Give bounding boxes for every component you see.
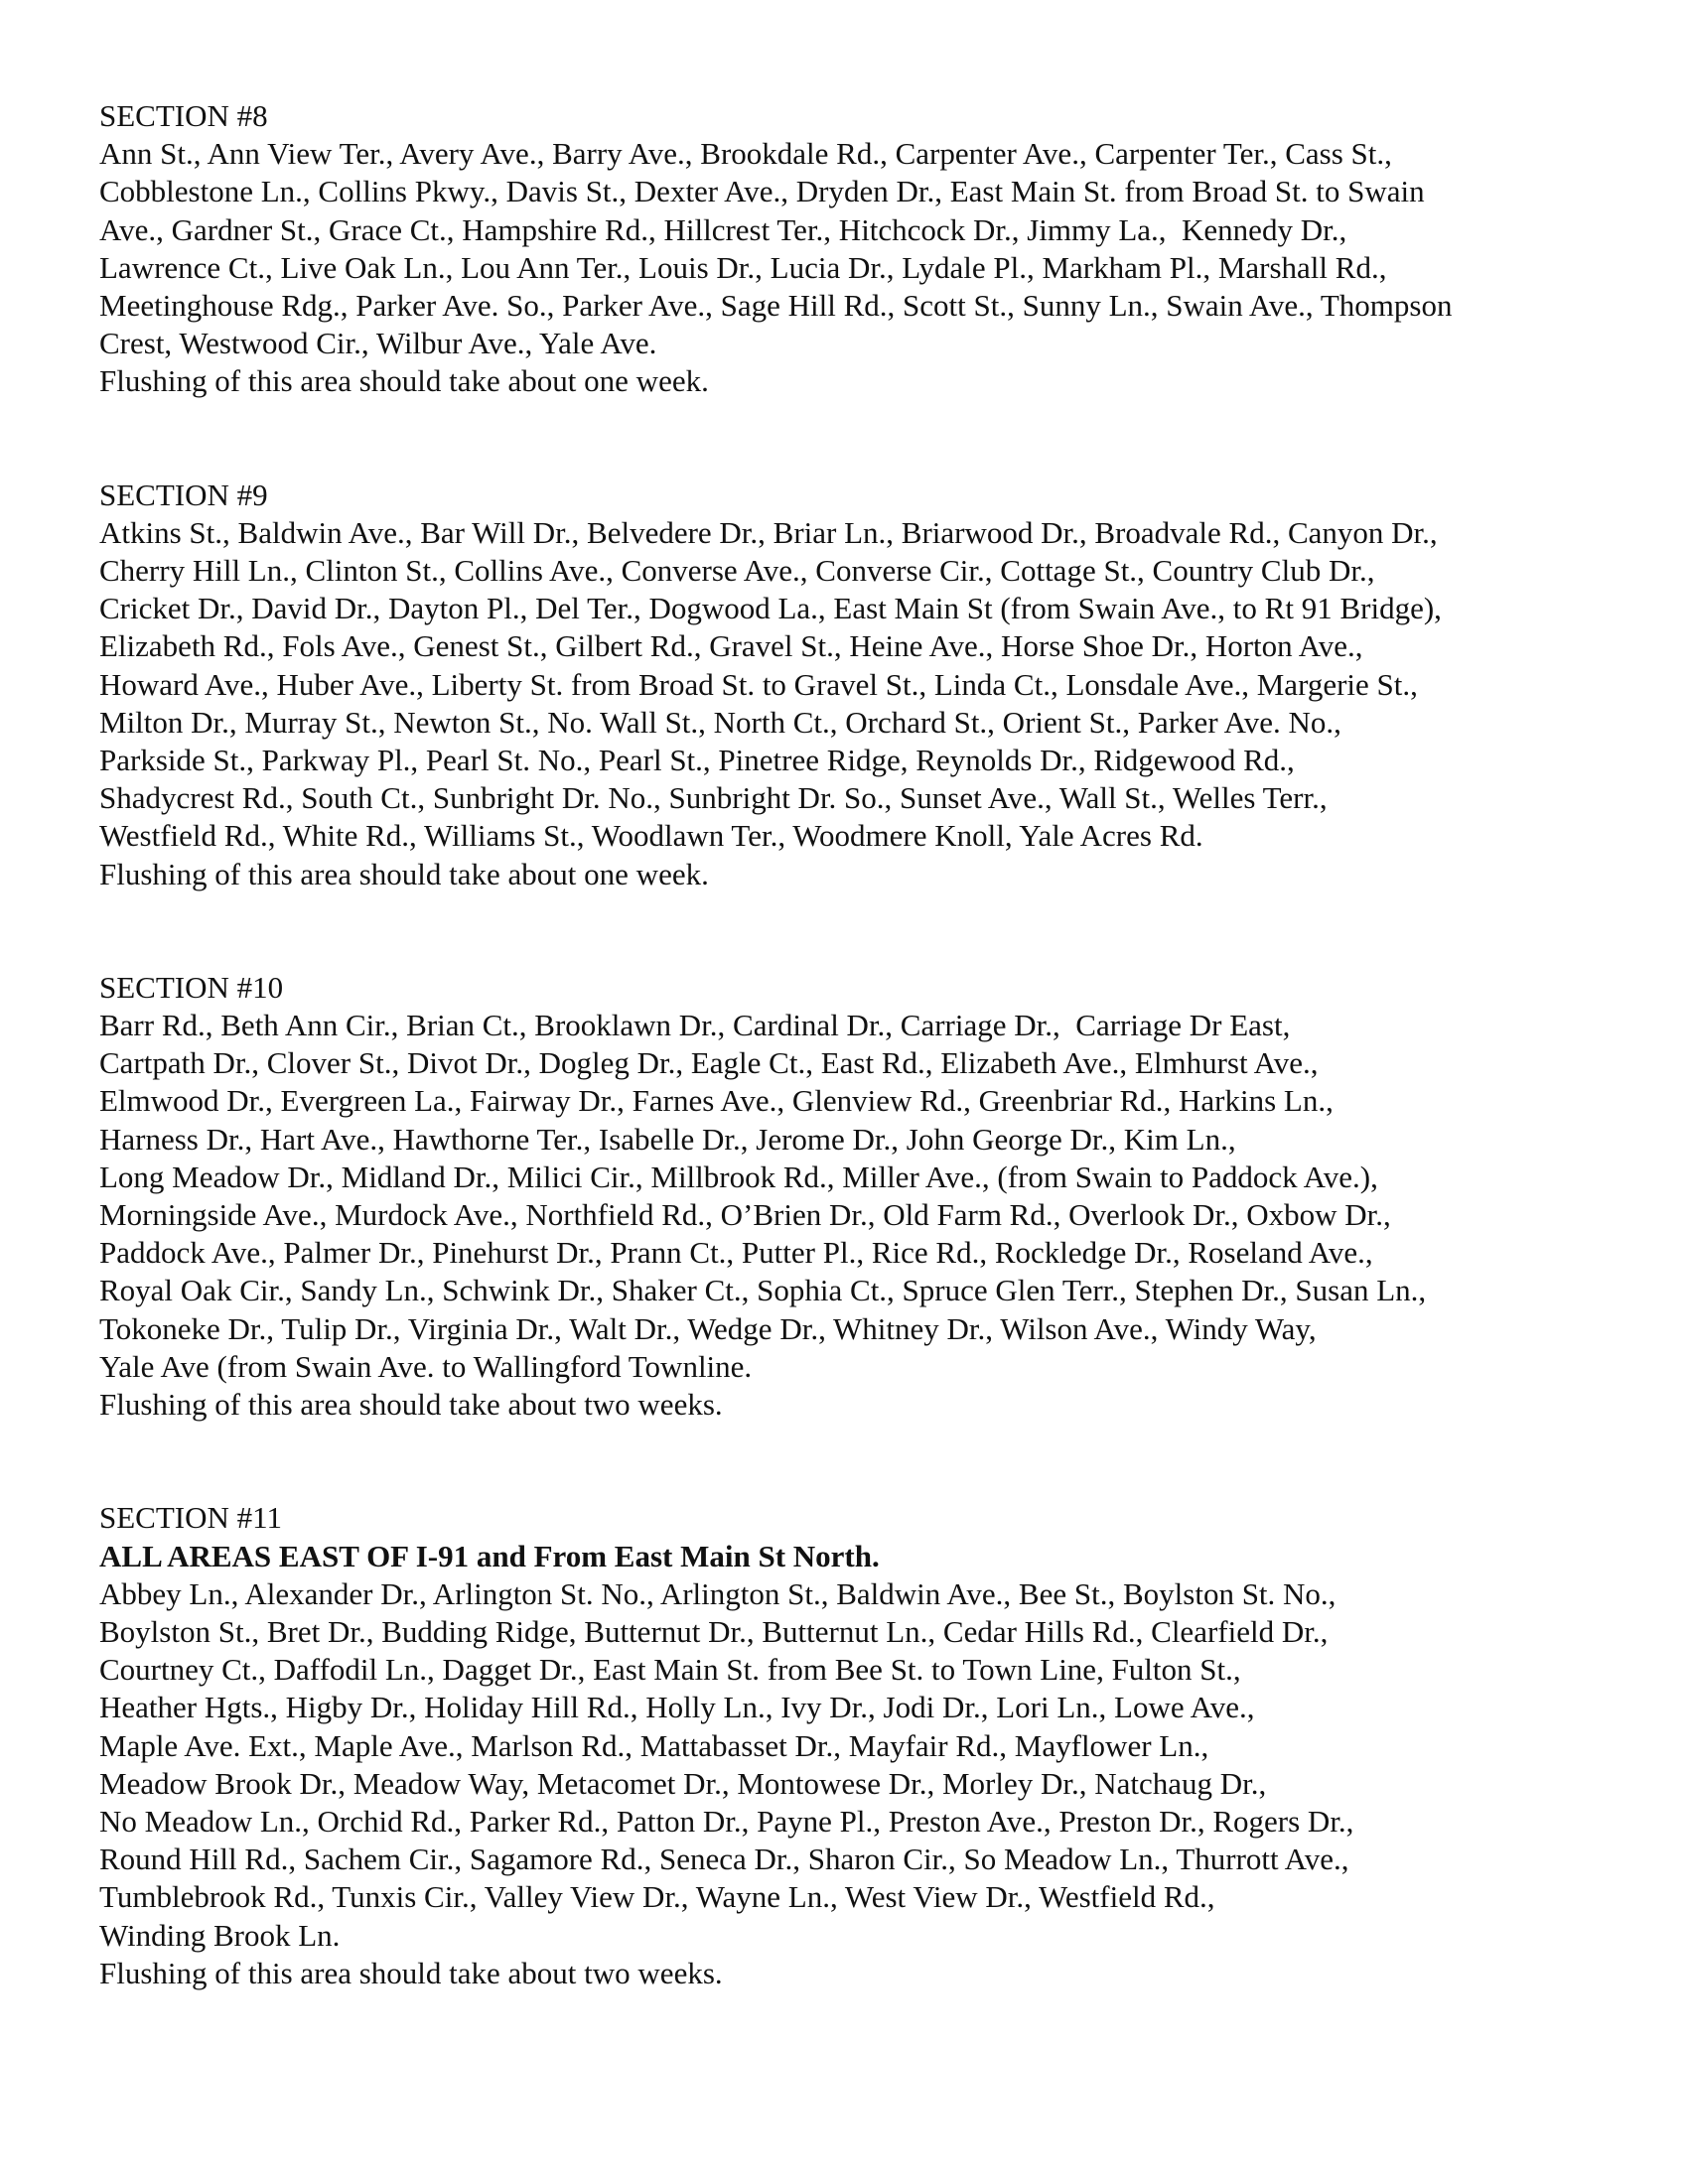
street-line: Courtney Ct., Daffodil Ln., Dagget Dr., East Main St. from Bee St. to Town Line, Fulton St., [99, 1652, 1241, 1688]
street-line: Cartpath Dr., Clover St., Divot Dr., Dogleg Dr., Eagle Ct., East Rd., Elizabeth Ave., Elmhurst Ave., [99, 1045, 1319, 1081]
street-line: Meetinghouse Rdg., Parker Ave. So., Parker Ave., Sage Hill Rd., Scott St., Sunny Ln., Swain Ave., Thompson [99, 288, 1453, 324]
flushing-note: Flushing of this area should take about two weeks. [99, 1955, 723, 1990]
section-9 [99, 477, 1648, 893]
street-line: Milton Dr., Murray St., Newton St., No. Wall St., North Ct., Orchard St., Orient St., Parker Ave. No., [99, 704, 1341, 740]
street-line: Maple Ave. Ext., Maple Ave., Marlson Rd., Mattabasset Dr., Mayfair Rd., Mayflower Ln., [99, 1727, 1209, 1763]
street-line: Yale Ave (from Swain Ave. to Wallingford Townline. [99, 1348, 753, 1384]
street-line: Ann St., Ann View Ter., Avery Ave., Barry Ave., Brookdale Rd., Carpenter Ave., Carpenter Ter., Cass St., [99, 136, 1392, 172]
flushing-note: Flushing of this area should take about one week. [99, 856, 709, 891]
street-line: Heather Hgts., Higby Dr., Holiday Hill Rd., Holly Ln., Ivy Dr., Jodi Dr., Lori Ln., Lowe Ave., [99, 1690, 1255, 1725]
street-list [99, 514, 1648, 856]
street-line: Boylston St., Bret Dr., Budding Ridge, Butternut Dr., Butternut Ln., Cedar Hills Rd., Clearfield Dr., [99, 1613, 1329, 1649]
street-list [99, 135, 1648, 362]
flushing-note: Flushing of this area should take about one week. [99, 363, 709, 399]
street-line: Cricket Dr., David Dr., Dayton Pl., Del Ter., Dogwood La., East Main St (from Swain Ave., to Rt 91 Bridge), [99, 591, 1442, 626]
street-list [99, 1575, 1648, 1955]
street-line: No Meadow Ln., Orchid Rd., Parker Rd., Patton Dr., Payne Pl., Preston Ave., Preston Dr., Rogers Dr., [99, 1803, 1354, 1839]
street-list [99, 1007, 1648, 1386]
street-line: Round Hill Rd., Sachem Cir., Sagamore Rd., Seneca Dr., Sharon Cir., So Meadow Ln., Thurrott Ave., [99, 1842, 1349, 1877]
street-line: Barr Rd., Beth Ann Cir., Brian Ct., Brooklawn Dr., Cardinal Dr., Carriage Dr., Carriage Dr East, [99, 1008, 1291, 1043]
street-line: Winding Brook Ln. [99, 1917, 341, 1953]
street-line: Elizabeth Rd., Fols Ave., Genest St., Gilbert Rd., Gravel St., Heine Ave., Horse Shoe Dr., Horton Ave., [99, 628, 1363, 664]
street-line: Morningside Ave., Murdock Ave., Northfield Rd., O’Brien Dr., Old Farm Rd., Overlook Dr., Oxbow Dr., [99, 1197, 1391, 1233]
flushing-note: Flushing of this area should take about two weeks. [99, 1387, 723, 1423]
street-line: Westfield Rd., White Rd., Williams St., Woodlawn Ter., Woodmere Knoll, Yale Acres Rd. [99, 818, 1203, 854]
street-line: Elmwood Dr., Evergreen La., Fairway Dr., Farnes Ave., Glenview Rd., Greenbriar Rd., Harkins Ln., [99, 1083, 1334, 1119]
street-line: Shadycrest Rd., South Ct., Sunbright Dr. No., Sunbright Dr. So., Sunset Ave., Wall St., Welles Terr., [99, 780, 1328, 816]
street-line: Cherry Hill Ln., Clinton St., Collins Ave., Converse Ave., Converse Cir., Cottage St., Country Club Dr., [99, 553, 1375, 589]
street-line: Atkins St., Baldwin Ave., Bar Will Dr., Belvedere Dr., Briar Ln., Briarwood Dr., Broadvale Rd., Canyon Dr., [99, 514, 1438, 550]
section-11 [99, 1499, 1648, 1992]
street-line: Harness Dr., Hart Ave., Hawthorne Ter., Isabelle Dr., Jerome Dr., John George Dr., Kim Ln., [99, 1121, 1236, 1157]
street-line: Cobblestone Ln., Collins Pkwy., Davis St., Dexter Ave., Dryden Dr., East Main St. from Broad St. to Swain [99, 174, 1425, 209]
street-line: Tokoneke Dr., Tulip Dr., Virginia Dr., Walt Dr., Wedge Dr., Whitney Dr., Wilson Ave., Windy Way, [99, 1310, 1317, 1346]
street-line: Crest, Westwood Cir., Wilbur Ave., Yale Ave. [99, 326, 657, 361]
section-8 [99, 97, 1648, 401]
street-line: Ave., Gardner St., Grace Ct., Hampshire Rd., Hillcrest Ter., Hitchcock Dr., Jimmy La., Kennedy Dr., [99, 211, 1347, 247]
street-line: Meadow Brook Dr., Meadow Way, Metacomet Dr., Montowese Dr., Morley Dr., Natchaug Dr., [99, 1765, 1267, 1801]
document-page [99, 97, 1648, 1992]
street-line: Parkside St., Parkway Pl., Pearl St. No., Pearl St., Pinetree Ridge, Reynolds Dr., Ridgewood Rd., [99, 743, 1295, 778]
section-title: SECTION #9 [99, 477, 268, 512]
street-line: Royal Oak Cir., Sandy Ln., Schwink Dr., Shaker Ct., Sophia Ct., Spruce Glen Terr., Stephen Dr., Susan Ln., [99, 1273, 1427, 1308]
section-title: SECTION #8 [99, 98, 268, 133]
section-title: SECTION #11 [99, 1500, 282, 1536]
street-line: Long Meadow Dr., Midland Dr., Milici Cir., Millbrook Rd., Miller Ave., (from Swain to Paddock Ave.), [99, 1159, 1378, 1194]
street-line: Paddock Ave., Palmer Dr., Pinehurst Dr., Prann Ct., Putter Pl., Rice Rd., Rockledge Dr., Roseland Ave., [99, 1235, 1373, 1271]
street-line: Abbey Ln., Alexander Dr., Arlington St. No., Arlington St., Baldwin Ave., Bee St., Boylston St. No., [99, 1575, 1336, 1611]
section-title: SECTION #10 [99, 969, 284, 1005]
street-line: Howard Ave., Huber Ave., Liberty St. from Broad St. to Gravel St., Linda Ct., Lonsdale Ave., Margerie St., [99, 666, 1418, 702]
street-line: Lawrence Ct., Live Oak Ln., Lou Ann Ter., Louis Dr., Lucia Dr., Lydale Pl., Markham Pl., Marshall Rd., [99, 249, 1387, 285]
section-subtitle: ALL AREAS EAST OF I-91 and From East Main St North. [99, 1538, 880, 1573]
section-10 [99, 969, 1648, 1424]
street-line: Tumblebrook Rd., Tunxis Cir., Valley View Dr., Wayne Ln., West View Dr., Westfield Rd., [99, 1879, 1215, 1915]
